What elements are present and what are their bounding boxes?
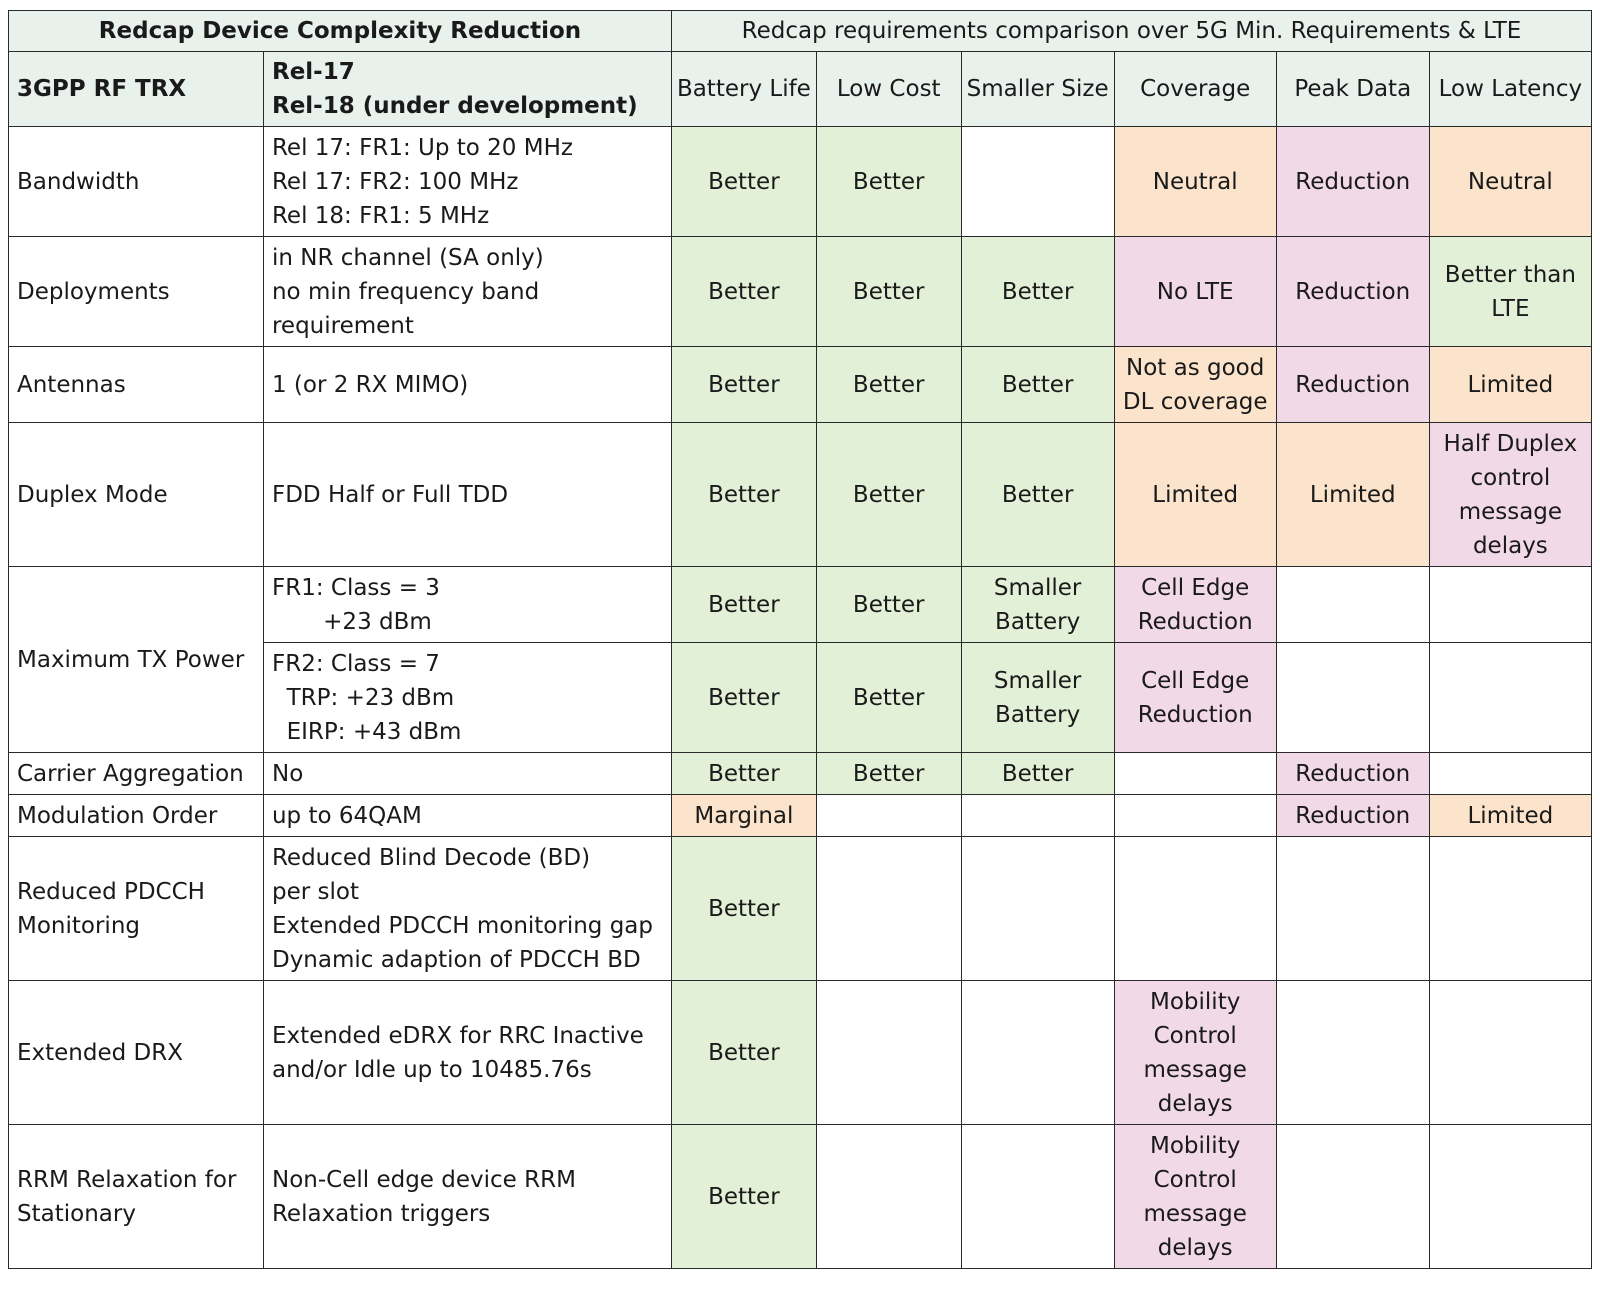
feature-cell: Bandwidth (9, 127, 264, 237)
low-cost-cell: Better (816, 237, 961, 347)
header-col-battery-life: Battery Life (671, 52, 816, 127)
low-latency-cell: Limited (1429, 347, 1591, 423)
peak-data-cell: Reduction (1276, 795, 1429, 837)
peak-data-cell (1276, 837, 1429, 981)
peak-data-cell (1276, 567, 1429, 643)
table-row-duplex-mode (9, 423, 1592, 567)
smaller-size-cell: Smaller Battery (961, 567, 1114, 643)
smaller-size-cell: Better (961, 423, 1114, 567)
low-latency-cell (1429, 981, 1591, 1125)
spec-cell: 1 (or 2 RX MIMO) (263, 347, 671, 423)
header-group-right: Redcap requirements comparison over 5G Min. Requirements & LTE (671, 11, 1591, 52)
header-group-left: Redcap Device Complexity Reduction (9, 11, 672, 52)
coverage-cell: Mobility Control message delays (1114, 1125, 1276, 1269)
low-latency-cell (1429, 643, 1591, 753)
coverage-cell: Mobility Control message delays (1114, 981, 1276, 1125)
battery-life-cell: Better (671, 127, 816, 237)
battery-life-cell: Better (671, 753, 816, 795)
spec-cell: Rel 17: FR1: Up to 20 MHz Rel 17: FR2: 100 MHz Rel 18: FR1: 5 MHz (263, 127, 671, 237)
header-col-coverage: Coverage (1114, 52, 1276, 127)
low-cost-cell: Better (816, 423, 961, 567)
comparison-table-wrapper (8, 10, 1592, 1269)
spec-cell: Extended eDRX for RRC Inactive and/or Idle up to 10485.76s (263, 981, 671, 1125)
coverage-cell: Cell Edge Reduction (1114, 567, 1276, 643)
low-cost-cell: Better (816, 347, 961, 423)
coverage-cell (1114, 837, 1276, 981)
low-latency-cell (1429, 753, 1591, 795)
spec-cell: Non-Cell edge device RRM Relaxation triggers (263, 1125, 671, 1269)
coverage-cell: Not as good DL coverage (1114, 347, 1276, 423)
header-group-row (9, 11, 1592, 52)
coverage-cell (1114, 753, 1276, 795)
table-row-extended-drx (9, 981, 1592, 1125)
table-row-rrm-relaxation (9, 1125, 1592, 1269)
spec-cell: FR1: Class = 3 +23 dBm (263, 567, 671, 643)
battery-life-cell: Better (671, 981, 816, 1125)
header-col-release: Rel-17 Rel-18 (under development) (263, 52, 671, 127)
feature-cell: Reduced PDCCH Monitoring (9, 837, 264, 981)
header-col-feature: 3GPP RF TRX (9, 52, 264, 127)
smaller-size-cell: Better (961, 347, 1114, 423)
smaller-size-cell: Better (961, 753, 1114, 795)
battery-life-cell: Better (671, 423, 816, 567)
table-row-modulation-order (9, 795, 1592, 837)
low-latency-cell: Limited (1429, 795, 1591, 837)
spec-cell: No (263, 753, 671, 795)
peak-data-cell: Reduction (1276, 347, 1429, 423)
feature-cell: Carrier Aggregation (9, 753, 264, 795)
feature-cell: RRM Relaxation for Stationary (9, 1125, 264, 1269)
feature-cell: Extended DRX (9, 981, 264, 1125)
table-row-deployments (9, 237, 1592, 347)
feature-cell: Maximum TX Power (9, 567, 264, 753)
spec-cell: in NR channel (SA only) no min frequency band requirement (263, 237, 671, 347)
smaller-size-cell: Better (961, 237, 1114, 347)
spec-cell: up to 64QAM (263, 795, 671, 837)
battery-life-cell: Marginal (671, 795, 816, 837)
low-cost-cell: Better (816, 753, 961, 795)
battery-life-cell: Better (671, 837, 816, 981)
smaller-size-cell (961, 981, 1114, 1125)
table-row-carrier-aggregation (9, 753, 1592, 795)
low-cost-cell (816, 837, 961, 981)
coverage-cell: Cell Edge Reduction (1114, 643, 1276, 753)
feature-cell: Antennas (9, 347, 264, 423)
table-row-antennas (9, 347, 1592, 423)
coverage-cell (1114, 795, 1276, 837)
low-cost-cell: Better (816, 567, 961, 643)
peak-data-cell: Reduction (1276, 127, 1429, 237)
peak-data-cell (1276, 981, 1429, 1125)
low-latency-cell: Neutral (1429, 127, 1591, 237)
battery-life-cell: Better (671, 567, 816, 643)
smaller-size-cell (961, 795, 1114, 837)
feature-cell: Duplex Mode (9, 423, 264, 567)
low-cost-cell (816, 1125, 961, 1269)
low-cost-cell (816, 795, 961, 837)
table-row-reduced-pdcch (9, 837, 1592, 981)
spec-cell: FDD Half or Full TDD (263, 423, 671, 567)
redcap-comparison-table (8, 10, 1592, 1269)
feature-cell: Deployments (9, 237, 264, 347)
peak-data-cell: Limited (1276, 423, 1429, 567)
low-latency-cell (1429, 837, 1591, 981)
header-col-low-latency: Low Latency (1429, 52, 1591, 127)
header-col-smaller-size: Smaller Size (961, 52, 1114, 127)
battery-life-cell: Better (671, 643, 816, 753)
header-col-low-cost: Low Cost (816, 52, 961, 127)
low-latency-cell: Half Duplex control message delays (1429, 423, 1591, 567)
smaller-size-cell: Smaller Battery (961, 643, 1114, 753)
peak-data-cell (1276, 643, 1429, 753)
smaller-size-cell (961, 127, 1114, 237)
smaller-size-cell (961, 837, 1114, 981)
header-col-peak-data: Peak Data (1276, 52, 1429, 127)
spec-cell: FR2: Class = 7 TRP: +23 dBm EIRP: +43 dBm (263, 643, 671, 753)
low-cost-cell: Better (816, 643, 961, 753)
low-cost-cell: Better (816, 127, 961, 237)
battery-life-cell: Better (671, 237, 816, 347)
battery-life-cell: Better (671, 1125, 816, 1269)
low-latency-cell (1429, 567, 1591, 643)
peak-data-cell: Reduction (1276, 237, 1429, 347)
peak-data-cell (1276, 1125, 1429, 1269)
spec-cell: Reduced Blind Decode (BD) per slot Extended PDCCH monitoring gap Dynamic adaption of PDCCH BD (263, 837, 671, 981)
battery-life-cell: Better (671, 347, 816, 423)
smaller-size-cell (961, 1125, 1114, 1269)
peak-data-cell: Reduction (1276, 753, 1429, 795)
low-latency-cell (1429, 1125, 1591, 1269)
low-latency-cell: Better than LTE (1429, 237, 1591, 347)
low-cost-cell (816, 981, 961, 1125)
header-columns-row (9, 52, 1592, 127)
table-row-bandwidth (9, 127, 1592, 237)
feature-cell: Modulation Order (9, 795, 264, 837)
coverage-cell: Limited (1114, 423, 1276, 567)
table-row-tx-power-fr1 (9, 567, 1592, 643)
coverage-cell: No LTE (1114, 237, 1276, 347)
coverage-cell: Neutral (1114, 127, 1276, 237)
